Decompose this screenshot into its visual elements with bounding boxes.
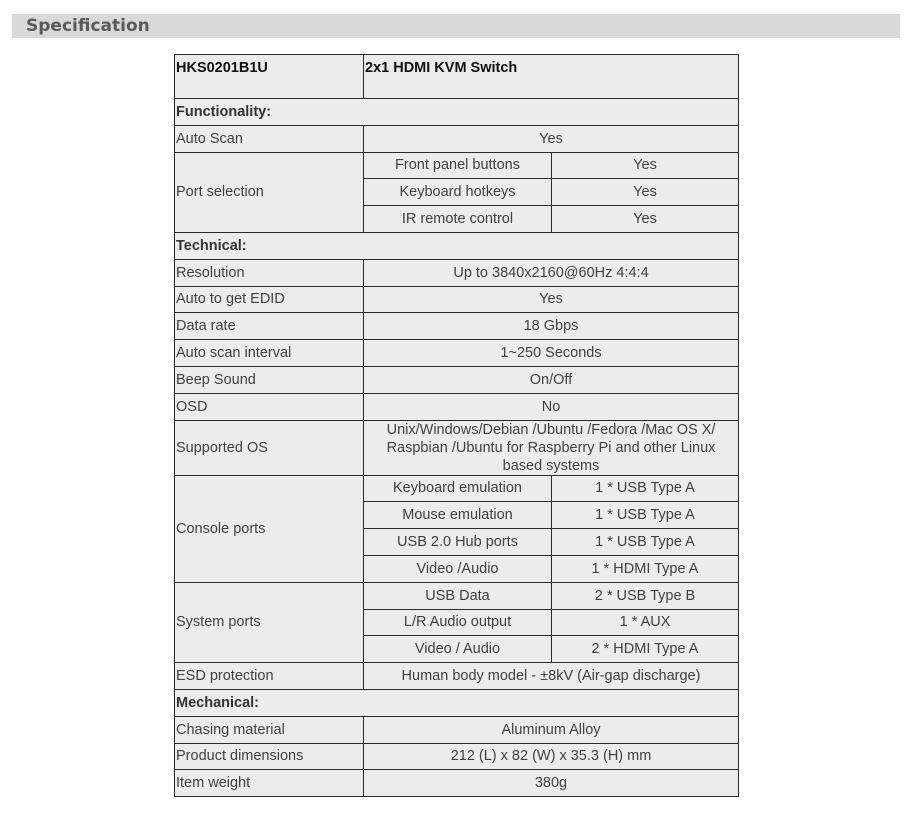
table-row-section — [175, 689, 739, 716]
spec-value: Yes — [364, 125, 739, 152]
spec-subvalue: Yes — [552, 206, 739, 233]
spec-label: Item weight — [175, 770, 364, 797]
spec-subname: Video /Audio — [364, 555, 552, 582]
spec-label: Console ports — [175, 475, 364, 582]
spec-label: Chasing material — [175, 716, 364, 743]
table-row — [175, 475, 739, 502]
spec-label: Resolution — [175, 259, 364, 286]
table-row — [175, 313, 739, 340]
table-row — [175, 716, 739, 743]
table-row — [175, 743, 739, 770]
section-technical: Technical: — [175, 232, 739, 259]
product-name: 2x1 HDMI KVM Switch — [364, 55, 739, 99]
spec-value: 18 Gbps — [364, 313, 739, 340]
spec-value: On/Off — [364, 366, 739, 393]
spec-label: Beep Sound — [175, 366, 364, 393]
spec-label: Data rate — [175, 313, 364, 340]
spec-label: Auto Scan — [175, 125, 364, 152]
table-row — [175, 152, 739, 179]
table-row — [175, 286, 739, 313]
spec-label: ESD protection — [175, 663, 364, 690]
spec-subname: USB Data — [364, 582, 552, 609]
table-row — [175, 125, 739, 152]
model-number: HKS0201B1U — [175, 55, 364, 99]
spec-value: Aluminum Alloy — [364, 716, 739, 743]
spec-subname: USB 2.0 Hub ports — [364, 529, 552, 556]
spec-subname: Front panel buttons — [364, 152, 552, 179]
spec-subname: Video / Audio — [364, 636, 552, 663]
section-header-bar — [12, 14, 900, 38]
spec-value: Up to 3840x2160@60Hz 4:4:4 — [364, 259, 739, 286]
table-row — [175, 420, 739, 475]
spec-subname: IR remote control — [364, 206, 552, 233]
spec-subname: Keyboard emulation — [364, 475, 552, 502]
spec-value: No — [364, 393, 739, 420]
spec-label: Auto scan interval — [175, 340, 364, 367]
spec-label: Product dimensions — [175, 743, 364, 770]
spec-subvalue: Yes — [552, 152, 739, 179]
spec-subvalue: 1 * AUX — [552, 609, 739, 636]
spec-subvalue: Yes — [552, 179, 739, 206]
section-mechanical: Mechanical: — [175, 689, 739, 716]
spec-value: 212 (L) x 82 (W) x 35.3 (H) mm — [364, 743, 739, 770]
spec-subname: Keyboard hotkeys — [364, 179, 552, 206]
section-title: Specification — [26, 16, 150, 36]
table-row-header — [175, 55, 739, 99]
spec-value: Human body model - ±8kV (Air-gap discharge) — [364, 663, 739, 690]
table-row — [175, 366, 739, 393]
spec-value: Yes — [364, 286, 739, 313]
table-row-section — [175, 99, 739, 126]
spec-subvalue: 1 * USB Type A — [552, 529, 739, 556]
spec-subvalue: 1 * USB Type A — [552, 475, 739, 502]
spec-subname: Mouse emulation — [364, 502, 552, 529]
spec-label: System ports — [175, 582, 364, 662]
spec-subvalue: 1 * HDMI Type A — [552, 555, 739, 582]
table-row — [175, 582, 739, 609]
table-row — [175, 340, 739, 367]
table-row — [175, 663, 739, 690]
spec-value: 380g — [364, 770, 739, 797]
spec-subvalue: 2 * HDMI Type A — [552, 636, 739, 663]
spec-value: Unix/Windows/Debian /Ubuntu /Fedora /Mac OS X/ Raspbian /Ubuntu for Raspberry Pi and other Linux based systems — [364, 420, 739, 475]
table-row — [175, 770, 739, 797]
spec-subvalue: 1 * USB Type A — [552, 502, 739, 529]
spec-value: 1~250 Seconds — [364, 340, 739, 367]
section-functionality: Functionality: — [175, 99, 739, 126]
table-row-section — [175, 232, 739, 259]
spec-label: OSD — [175, 393, 364, 420]
table-row — [175, 259, 739, 286]
spec-table — [174, 54, 739, 797]
spec-label: Auto to get EDID — [175, 286, 364, 313]
spec-label: Supported OS — [175, 420, 364, 475]
spec-subname: L/R Audio output — [364, 609, 552, 636]
table-row — [175, 393, 739, 420]
spec-label: Port selection — [175, 152, 364, 232]
spec-subvalue: 2 * USB Type B — [552, 582, 739, 609]
